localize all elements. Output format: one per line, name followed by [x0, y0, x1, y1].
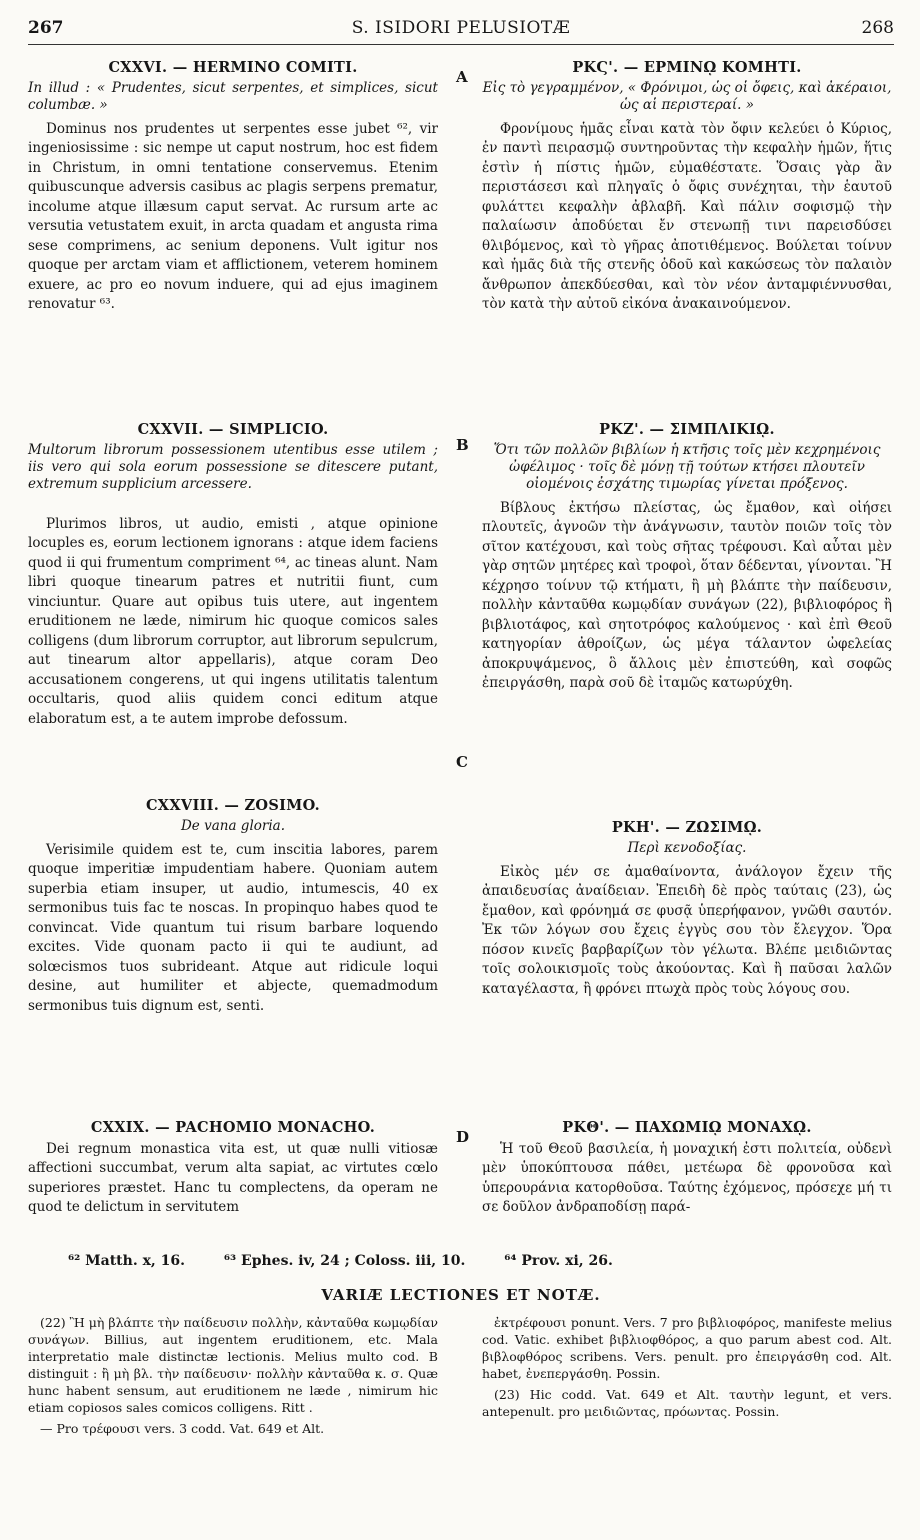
- section-title: ΡΚΘ'. — ΠΑΧΩΜΙῼ ΜΟΝΑΧῼ.: [562, 1119, 812, 1136]
- margin-letter-a: A: [456, 68, 468, 86]
- margin-letter-d: D: [456, 1128, 470, 1146]
- section-subtitle: Ὅτι τῶν πολλῶν βιβλίων ἡ κτῆσις τοῖς μὲν κεχρημένοις ὠφέλιμος · τοῖς δὲ μόνῃ τῇ τούτων κτήσει πλουτεῖν οἰομένοις ἐσχάτης τιμωρίας γίνεται πρόξενος.: [493, 441, 881, 492]
- section-subtitle: Εἰς τὸ γεγραμμένον, « Φρόνιμοι, ὡς οἱ ὄφεις, καὶ ἀκέραιοι, ὡς αἱ περιστεραί. »: [482, 79, 892, 113]
- section-subtitle: In illud : « Prudentes, sicut serpentes, et simplices, sicut columbæ. »: [28, 79, 438, 113]
- running-title: S. ISIDORI PELUSIOTÆ: [351, 18, 571, 38]
- letter-section: [482, 58, 892, 323]
- note-paragraph: — Pro τρέφουσι vers. 3 codd. Vat. 649 et Alt.: [40, 1421, 325, 1436]
- section-paragraph: Ἡ τοῦ Θεοῦ βασιλεία, ἡ μοναχική ἐστι πολιτεία, οὐδενὶ μὲν ὑποκύπτουσα πάθει, μετέωρα δὲ φρονοῦσα καὶ ὑπερουράνια κατορθοῦσα. Ταύτης ἐχόμενος, πρόσεχε μή τι σε δοῦλον ἀνδραποδίσῃ παρά-: [482, 1140, 892, 1215]
- section-paragraph: Dominus nos prudentes ut serpentes esse jubet ⁶², vir ingeniosissime : sic nempe ut caput nostrum, hoc est fidem in Christum, in omni tentatione conservemus. Etenim quibuscunque adversis casibus ac plagis serpens prematur, incolume atque illæsum caput servat. Ac rursum arte ac versutia vetustatem exuit, in arcta quadam et angusta rima sese comprimens, ac senium deponens. Vult igitur nos quoque per arctam viam et afflictionem, veterem hominem exuere, ac pro eo novum induere, qui ad ejus imaginem renovatur ⁶³.: [28, 120, 438, 312]
- section-title: ΡΚΖ'. — ΣΙΜΠΛΙΚΙῼ.: [599, 421, 775, 438]
- note-paragraph: (23) Hic codd. Vat. 649 et Alt. ταυτὴν legunt, et vers. antepenult. pro μειδιῶντας, πρόωντας. Possin.: [482, 1387, 892, 1419]
- section-title: CXXVI. — HERMINO COMITI.: [108, 59, 358, 76]
- section-title: CXXVII. — SIMPLICIO.: [137, 421, 329, 438]
- section-title: CXXIX. — PACHOMIO MONACHO.: [90, 1119, 376, 1136]
- section-paragraph: Verisimile quidem est te, cum inscitia labores, parem quoque imperitiæ impudentiam habere. Quoniam autem superbia etiam insuper, ut audio, intumescis, 40 ex sermonibus tuis fac te noscas. In propinquo habes quod te convincat. Vide quantum tui risum barbare loquendo excites. Vide quonam pacto ii qui te audiunt, ad solœcismos tuos subrideant. Atque aut ridicule loqui desine, aut humiliter et abjecte, quemadmodum sermonibus tuis dignum est, senti.: [28, 841, 438, 1014]
- footnote: ⁶⁴ Prov. xi, 26.: [504, 1253, 613, 1269]
- letter-section: [28, 58, 438, 323]
- letter-section: [482, 818, 892, 1007]
- variae-lectiones-title: VARIÆ LECTIONES ET NOTÆ.: [321, 1286, 601, 1304]
- letter-section: [28, 1118, 438, 1226]
- section-paragraph: Dei regnum monastica vita est, ut quæ nulli vitiosæ affectioni succumbat, verum alta sapiat, ac virtutes cœlo superiores præstet. Hanc tu complectens, da operam ne quod te delictum in servitutem: [28, 1140, 438, 1215]
- letter-section: [28, 420, 438, 737]
- footnotes: [68, 1253, 854, 1269]
- section-paragraph: Βίβλους ἐκτήσω πλείστας, ὡς ἔμαθον, καὶ οἰήσει πλουτεῖς, ἀγνοῶν τὴν ἀνάγνωσιν, ταυτὸν ποιῶν τοῖς τὸν σῖτον κατέχουσι, καὶ τοὺς σῆτας τρέφουσι. Καὶ αὗται μὲν γὰρ σητῶν μητέρες καὶ τροφοὶ, ὅταν δέδενται, γίνονται. Ἢ κέχρησο τοίνυν τῷ κτήματι, ἢ μὴ βλάπτε τὴν παίδευσιν, πολλὴν κἀνταῦθα κωμῳδίαν συνάγων (22), βιβλιοφόρος ἢ βιβλιοτάφος, καὶ σητοτρόφος καλούμενος · καὶ ἐπὶ Θεοῦ κατηγορίαν ἀθροίζων, ὡς μέγα τάλαντον ὠφελείας ἀποκρυψάμενος, ὃ ἄλλοις μὲν ἐπιστεύθη, καὶ σοφῶς ἐπειργάσθη, παρὰ σοῦ δὲ ἰταμῶς κατωρύχθη.: [482, 499, 892, 691]
- margin-letter-b: B: [456, 436, 469, 454]
- running-head: [28, 18, 894, 45]
- note-paragraph: (22) Ἢ μὴ βλάπτε τὴν παίδευσιν πολλὴν, κἀνταῦθα κωμῳδίαν συνάγων. Billius, aut ingentem eruditionem, etc. Mala interpretatio male distinctæ lectionis. Melius multo cod. B distinguit : ἢ μὴ βλ. τὴν παίδευσιν· πολλὴν κἀνταῦθα κ. σ. Quæ hunc habent sensum, aut eruditionem ne læde , nimirum hic etiam copiosos sales comicos colligens. Ritt .: [28, 1315, 438, 1415]
- page-number-left: 267: [28, 18, 64, 38]
- text-columns: [28, 58, 894, 1280]
- page: [28, 18, 894, 1528]
- notes-left-column: [28, 1314, 438, 1441]
- letter-section: [482, 1118, 892, 1226]
- note-paragraph: ἐκτρέφουσι ponunt. Vers. 7 pro βιβλιοφόρος, manifeste melius cod. Vatic. exhibet βιβλιοφθόρος, a quo parum abest cod. Alt. βιβλοφθόρος scribens. Vers. penult. pro ἐπειργάσθη cod. Alt. habet, ἐνεπεργάσθη. Possin.: [482, 1315, 892, 1381]
- letter-section: [482, 420, 892, 702]
- footnote: ⁶² Matth. x, 16.: [68, 1253, 186, 1269]
- letter-section: [28, 796, 438, 1024]
- section-title: ΡΚϚ'. — ΕΡΜΙΝῼ ΚΟΜΗΤΙ.: [572, 59, 802, 76]
- section-paragraph: Φρονίμους ἡμᾶς εἶναι κατὰ τὸν ὄφιν κελεύει ὁ Κύριος, ἐν παντὶ πειρασμῷ συντηροῦντας τὴν κεφαλὴν ἡμῶν, ἥτις ἐστὶν ἡ πίστις ἡμῶν, εὐμαθέστατε. Ὅσαις γὰρ ἂν περιστάσεσι καὶ πληγαῖς ὁ ὄφις συνέχηται, τὴν ἑαυτοῦ φυλάττει κεφαλὴν ἀβλαβῆ. Καὶ πάλιν σοφισμῷ τὴν παλαίωσιν ἀποδύεται ἔν στενωπῇ τινι παρεισδύσει θλιβόμενος, καὶ τὸ γῆρας ἀποτιθέμενος. Βούλεται τοίνυν καὶ ἡμᾶς διὰ τῆς στενῆς ὁδοῦ καὶ κακώσεως τὸν παλαιὸν ἄνθρωπον ἀπεκδύεσθαι, καὶ τὸν νέον ἀνταμφιέννυσθαι, τὸν κατὰ τὴν αὐτοῦ εἰκόνα ἀνακαινούμενον.: [482, 120, 892, 312]
- footnote: ⁶³ Ephes. iv, 24 ; Coloss. iii, 10.: [223, 1253, 466, 1269]
- section-subtitle: Multorum librorum possessionem utentibus esse utilem ; iis vero qui sola eorum possessione se ditescere putant, extremum supplicium arcessere.: [28, 441, 438, 492]
- section-subtitle: Περὶ κενοδοξίας.: [627, 839, 747, 856]
- margin-letter-c: C: [456, 753, 468, 771]
- section-title: CXXVIII. — ZOSIMO.: [145, 797, 321, 814]
- notes-right-column: [482, 1314, 892, 1424]
- section-paragraph: Εἰκὸς μέν σε ἀμαθαίνοντα, ἀνάλογον ἔχειν τῆς ἀπαιδευσίας ἀναίδειαν. Ἐπειδὴ δὲ πρὸς ταύταις (23), ὡς ἔμαθον, καὶ φρόνημά σε φυσᾷ ὑπερήφανον, γνῶθι σαυτόν. Ἐκ τῶν λόγων σου ἔχεις ἐγγὺς σου τὸν ἔλεγχον. Ὅρα πόσον κινεῖς βαρβαρίζων τὸν γέλωτα. Βλέπε μειδιῶντας τοῖς σολοικισμοῖς τοὺς ἀκούοντας. Καὶ ἢ παῦσαι λαλῶν καταγέλαστα, ἢ φρόνει πτωχὰ πρὸς τοὺς λόγους σου.: [482, 863, 892, 997]
- section-paragraph: Plurimos libros, ut audio, emisti , atque opinione locuples es, eorum lectionem ignorans : atque idem faciens quod ii qui frumentum compriment ⁶⁴, ac tineas alunt. Nam libri quoque tinearum patres et nutritii fiunt, cum vinciuntur. Quare aut opibus tuis utere, aut ingentem eruditionem ne læde, nimirum hic quoque comicos sales colligens (dum librorum corruptor, aut librorum sepulcrum, aut tinearum altor appellaris), atque coram Deo accusationem congerens, ut qui ingens utilitatis talentum occultaris, quod aliis quidem conci editum atque elaboratum est, a te autem improbe defossum.: [28, 515, 438, 727]
- section-title: ΡΚΗ'. — ΖΩΣΙΜῼ.: [611, 819, 763, 836]
- section-subtitle: De vana gloria.: [180, 817, 285, 834]
- page-number-right: 268: [861, 18, 894, 38]
